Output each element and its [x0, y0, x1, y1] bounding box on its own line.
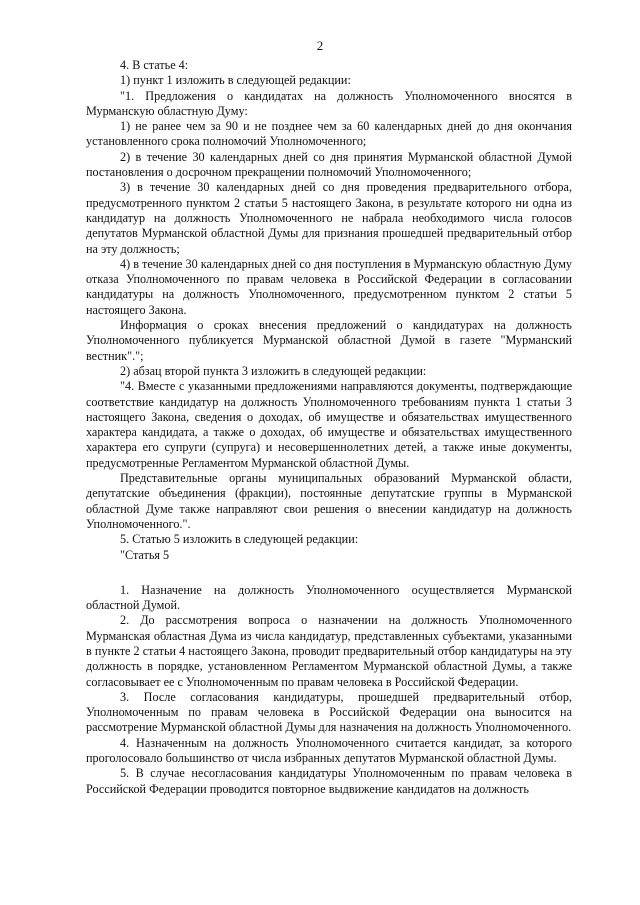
paragraph-clause-1: "1. Предложения о кандидатах на должность Уполномоченного вносятся в Мурманскую областную Думу: — [86, 88, 572, 118]
page-number: 2 — [316, 38, 324, 53]
paragraph-article-5-clause-4: 4. Назначенным на должность Уполномоченного считается кандидат, за которого проголосовало большинство от числа избранных депутатов Мурманской областной Думы. — [86, 735, 572, 766]
paragraph-subitem-1: 1) не ранее чем за 90 и не позднее чем за 60 календарных дней до дня окончания установленного срока полномочий Уполномоченного; — [86, 119, 572, 149]
paragraph-item-1-intro: 1) пункт 1 изложить в следующей редакции: — [120, 73, 351, 88]
paragraph-clause-4: "4. Вместе с указанными предложениями направляются документы, подтверждающие соответствие кандидатур на должность Уполномоченного требованиям пункта 1 статьи 3 настоящего Закона, сведения о доходах, об имуществе и обязательствах имущественного характера кандидата, а также о доходах, об имуществе и обязательствах имущественного характера его супруги (супруга) и несовершеннолетних детей, а также иные документы, предусмотренные Регламентом Мурманской областной Думы. — [86, 379, 572, 470]
paragraph-information-terms: Информация о сроках внесения предложений о кандидатурах на должность Уполномоченного публикуется Мурманской областной Думой в газете "Мурманский вестник"."; — [86, 318, 572, 363]
paragraph-article-5-clause-5: 5. В случае несогласования кандидатуры Уполномоченным по правам человека в Российской Федерации проводится повторное выдвижение кандидатов на должность — [86, 766, 572, 796]
paragraph-item-2-intro: 2) абзац второй пункта 3 изложить в следующей редакции: — [120, 363, 427, 378]
document-body — [86, 58, 572, 797]
paragraph-article-5-clause-1: 1. Назначение на должность Уполномоченного осуществляется Мурманской областной Думой. — [86, 582, 572, 613]
paragraph-representative-bodies: Представительные органы муниципальных образований Мурманской области, депутатские объединения (фракции), постоянные депутатские группы в Мурманской областной Думе также направляют свои решения о внесении кандидатур на должность Уполномоченного.". — [86, 471, 572, 531]
paragraph-subitem-3: 3) в течение 30 календарных дней со дня проведения предварительного отбора, предусмотренного пунктом 2 статьи 5 настоящего Закона, в результате которого ни одна из кандидатур на должность Уполномоченного не набрала необходимого числа голосов депутатов Мурманской областной Думы для признания прошедшей предварительный отбор на эту должность; — [86, 180, 572, 256]
paragraph-article-5-title: "Статья 5 — [120, 547, 170, 562]
paragraph-article-4-heading: 4. В статье 4: — [120, 58, 189, 72]
paragraph-article-5-clause-3: 3. После согласования кандидатуры, прошедшей предварительный отбор, Уполномоченным по правам человека в Российской Федерации она выносится на рассмотрение Мурманской областной Думы для назначения на должность Уполномоченного. — [86, 689, 572, 735]
paragraph-article-5-intro: 5. Статью 5 изложить в следующей редакции: — [120, 532, 359, 547]
paragraph-article-5-clause-2: 2. До рассмотрения вопроса о назначении на должность Уполномоченного Мурманская областная Дума из числа кандидатур, представленных субъектами, указанными в пункте 2 статьи 4 настоящего Закона, проводит предварительный отбор кандидатуры на эту должность в порядке, установленном Регламентом Мурманской областной Думы, а также согласовывает ее с Уполномоченным по правам человека в Российской Федерации. — [86, 613, 572, 689]
paragraph-subitem-4: 4) в течение 30 календарных дней со дня поступления в Мурманскую областную Думу отказа Уполномоченного по правам человека в Российской Федерации в согласовании кандидатуры на должность Уполномоченного, предусмотренном пунктом 2 статьи 5 настоящего Закона. — [86, 256, 572, 317]
paragraph-subitem-2: 2) в течение 30 календарных дней со дня принятия Мурманской областной Думой постановления о досрочном прекращении полномочий Уполномоченного; — [86, 149, 572, 180]
section-gap — [86, 563, 572, 583]
